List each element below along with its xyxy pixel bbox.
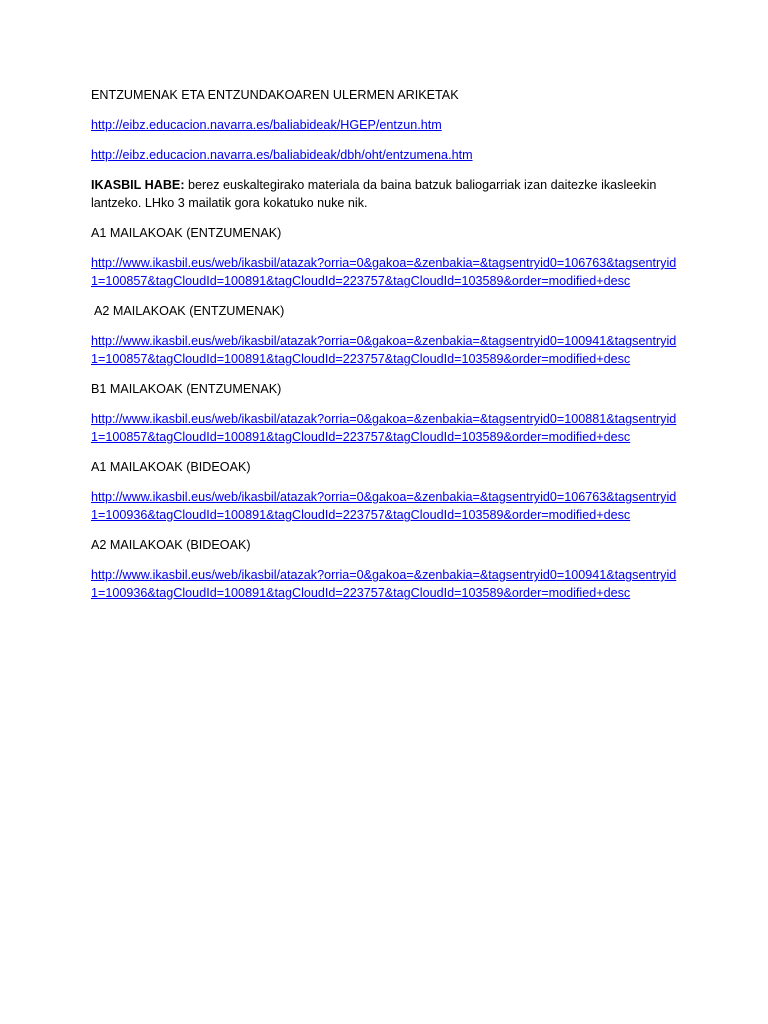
intro-paragraph — [91, 176, 681, 212]
section-heading-a2-entzumenak: A2 MAILAKOAK (ENTZUMENAK) — [94, 304, 285, 318]
link-b1-entzumenak[interactable]: http://www.ikasbil.eus/web/ikasbil/atazak?orria=0&gakoa=&zenbakia=&tagsentryid0=100881&tagsentryid1=100857&tagCloudId=100891&tagCloudId=223757&tagCloudId=103589&order=modified+desc — [91, 412, 677, 444]
document-content — [91, 86, 681, 602]
section-heading-a1-entzumenak: A1 MAILAKOAK (ENTZUMENAK) — [91, 226, 282, 240]
document-title: ENTZUMENAK ETA ENTZUNDAKOAREN ULERMEN ARIKETAK — [91, 88, 459, 102]
link-entzumena[interactable]: http://eibz.educacion.navarra.es/baliabideak/dbh/oht/entzumena.htm — [91, 148, 473, 162]
section-heading-a1-bideoak: A1 MAILAKOAK (BIDEOAK) — [91, 460, 251, 474]
link-a2-entzumenak[interactable]: http://www.ikasbil.eus/web/ikasbil/atazak?orria=0&gakoa=&zenbakia=&tagsentryid0=100941&tagsentryid1=100857&tagCloudId=100891&tagCloudId=223757&tagCloudId=103589&order=modified+desc — [91, 334, 677, 366]
section-heading-a2-bideoak: A2 MAILAKOAK (BIDEOAK) — [91, 538, 251, 552]
link-a1-entzumenak[interactable]: http://www.ikasbil.eus/web/ikasbil/atazak?orria=0&gakoa=&zenbakia=&tagsentryid0=106763&tagsentryid1=100857&tagCloudId=100891&tagCloudId=223757&tagCloudId=103589&order=modified+desc — [91, 256, 677, 288]
link-a2-bideoak[interactable]: http://www.ikasbil.eus/web/ikasbil/atazak?orria=0&gakoa=&zenbakia=&tagsentryid0=100941&tagsentryid1=100936&tagCloudId=100891&tagCloudId=223757&tagCloudId=103589&order=modified+desc — [91, 568, 677, 600]
link-entzun[interactable]: http://eibz.educacion.navarra.es/baliabideak/HGEP/entzun.htm — [91, 118, 442, 132]
section-heading-b1-entzumenak: B1 MAILAKOAK (ENTZUMENAK) — [91, 382, 282, 396]
link-a1-bideoak[interactable]: http://www.ikasbil.eus/web/ikasbil/atazak?orria=0&gakoa=&zenbakia=&tagsentryid0=106763&tagsentryid1=100936&tagCloudId=100891&tagCloudId=223757&tagCloudId=103589&order=modified+desc — [91, 490, 677, 522]
intro-bold-label: IKASBIL HABE: — [91, 178, 185, 192]
intro-text: berez euskaltegirako materiala da baina batzuk baliogarriak izan daitezke ikasleekin lantzeko. LHko 3 mailatik gora kokatuko nuke nik. — [91, 178, 657, 210]
